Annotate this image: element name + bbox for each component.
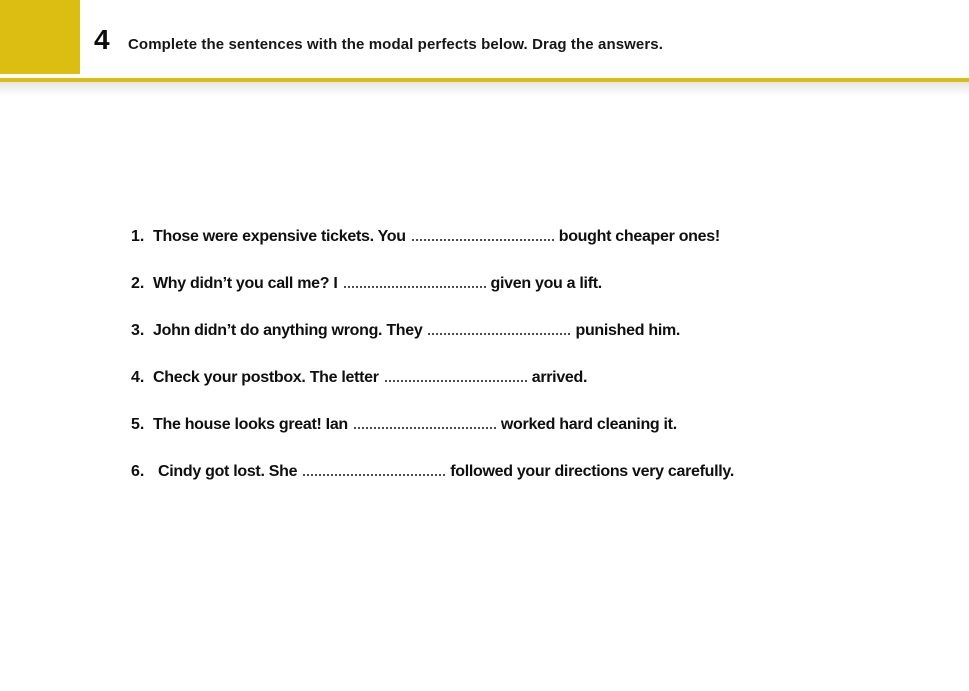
answer-blank[interactable] (303, 462, 445, 476)
sentence-list (131, 213, 931, 495)
sentence-text-before: Why didn’t you call me? I (153, 275, 338, 292)
exercise-instruction: Complete the sentences with the modal perfects below. Drag the answers. (128, 36, 664, 53)
list-item (131, 354, 931, 401)
sentence-text-before: Check your postbox. The letter (153, 369, 379, 386)
sentence-number: 2. (131, 275, 145, 292)
sentence-text-after: bought cheaper ones! (558, 228, 720, 245)
answer-blank[interactable] (344, 274, 486, 288)
sentence-number: 6. (131, 463, 145, 480)
sentence-number: 3. (131, 322, 145, 339)
sentence-number: 1. (131, 228, 145, 245)
sentence-text-before: Cindy got lost. She (158, 463, 298, 480)
exercise-number: 4 (94, 24, 110, 55)
sentence-number: 5. (131, 416, 145, 433)
sentence-text-after: arrived. (531, 369, 588, 386)
answer-blank[interactable] (412, 227, 554, 241)
exercise-color-tab (0, 0, 80, 74)
answer-blank[interactable] (354, 415, 496, 429)
list-item (131, 448, 931, 495)
sentence-text-after: worked hard cleaning it. (500, 416, 677, 433)
list-item (131, 401, 931, 448)
sentence-text-before: John didn’t do anything wrong. They (153, 322, 423, 339)
sentence-text-before: The house looks great! Ian (153, 416, 348, 433)
sentence-text-before: Those were expensive tickets. You (153, 228, 406, 245)
list-item (131, 260, 931, 307)
sentence-text-after: punished him. (575, 322, 681, 339)
sentence-text-after: followed your directions very carefully. (450, 463, 734, 480)
list-item (131, 213, 931, 260)
answer-blank[interactable] (385, 368, 527, 382)
answer-blank[interactable] (428, 321, 570, 335)
list-item (131, 307, 931, 354)
sentence-number: 4. (131, 369, 145, 386)
header-divider-shadow (0, 82, 969, 96)
sentence-text-after: given you a lift. (490, 275, 602, 292)
